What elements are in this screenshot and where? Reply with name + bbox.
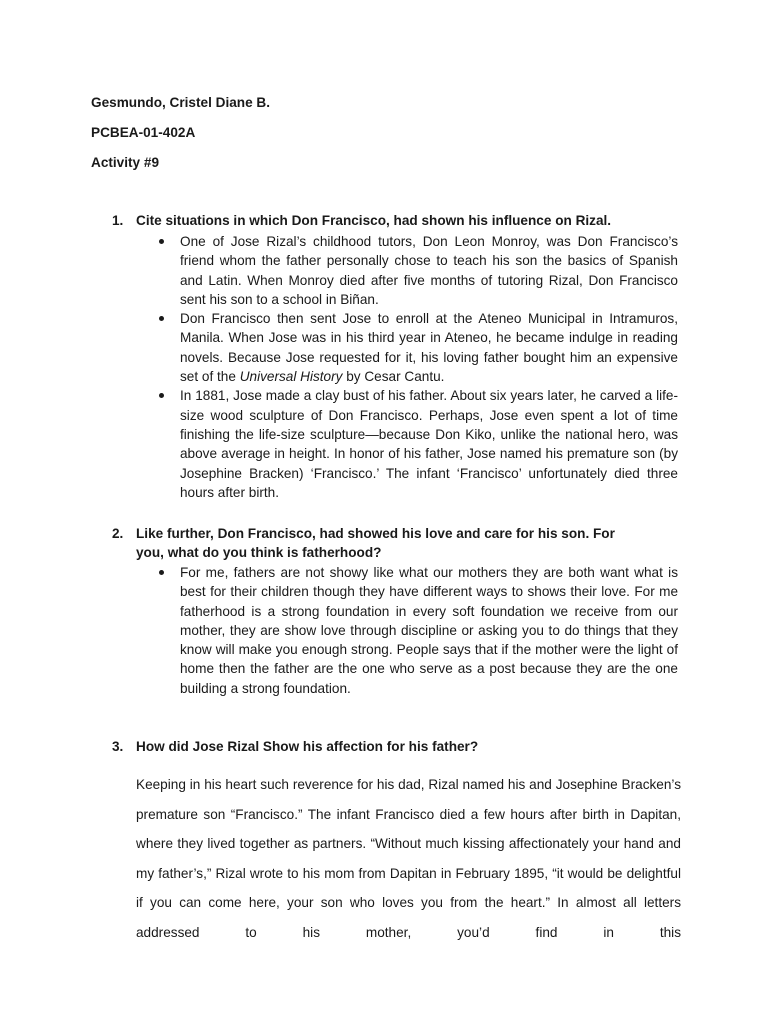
- question-3-title: [112, 737, 687, 756]
- bullet-text: One of Jose Rizal’s childhood tutors, Don Leon Monroy, was Don Francisco’s friend whom the father personally chose to teach his son the basics of Spanish and Latin. When Monroy died after five months of tutoring Rizal, Don Francisco sent his son to a school in Biñan.: [180, 234, 678, 307]
- list-item: [180, 563, 678, 698]
- bullet-text: In 1881, Jose made a clay bust of his father. About six years later, he carved a life-size wood sculpture of Don Francisco. Perhaps, Jose even spent a lot of time finishing the life-size sculpture—because Don Kiko, unlike the national hero, was above average in height. In honor of his father, Jose named his premature son (by Josephine Bracken) ‘Francisco.’ The infant ‘Francisco’ unfortunately died three hours after birth.: [180, 388, 678, 500]
- question-number: 2.: [112, 526, 124, 541]
- bullet-text: Don Francisco then sent Jose to enroll at the Ateneo Municipal in Intramuros, Manila. When Jose was in his third year in Ateneo, he became indulge in reading novels. Because Jose requested for it, his loving father bought him an expensive set of the: [180, 311, 678, 385]
- question-2-answers: [180, 563, 678, 698]
- bullet-text: For me, fathers are not showy like what our mothers they are both want what is best for their children though they have different ways to shows their love. For me fatherhood is a strong foundation in every soft foundation we receive from our mother, they are show love through discipline or asking you to do things that they know will make you enough strong. People says that if the mother were the light of home then the father are the one who serve as a post because they are the one building a strong foundation.: [180, 565, 678, 696]
- question-1-title: [112, 211, 687, 230]
- activity-title: Activity #9: [91, 155, 160, 170]
- question-number: 1.: [112, 213, 124, 228]
- section-code: PCBEA-01-402A: [91, 125, 196, 140]
- bullet-icon: [159, 570, 164, 575]
- question-text-line1: Like further, Don Francisco, had showed his love and care for his son. For: [136, 526, 615, 541]
- bullet-icon: [159, 393, 164, 398]
- italic-book-title: Universal History: [239, 369, 343, 385]
- question-2-title: [112, 524, 687, 562]
- answer-paragraph: [136, 770, 681, 948]
- question-text-line2: you, what do you think is fatherhood?: [136, 545, 382, 560]
- bullet-icon: [159, 239, 164, 244]
- question-number: 3.: [112, 739, 124, 754]
- paragraph-text: Keeping in his heart such reverence for his dad, Rizal named his and Josephine Bracken’s premature son “Francisco.” The infant Francisco died a few hours after birth in Dapitan, where they lived together as partners. “Without much kissing affectionately your hand and my father’s,” Rizal wrote to his mom from Dapitan in February 1895, “it would be delightful if you can come here, your son who loves you from the heart.” In almost all letters addressed to his mother, you’d find in this: [136, 777, 681, 940]
- list-item: [180, 232, 678, 309]
- question-text: Cite situations in which Don Francisco, had shown his influence on Rizal.: [136, 213, 612, 228]
- bullet-text-tail: by Cesar Cantu.: [342, 369, 445, 385]
- student-name: Gesmundo, Cristel Diane B.: [91, 95, 271, 110]
- question-text: How did Jose Rizal Show his affection for his father?: [136, 739, 479, 754]
- question-1-answers: [180, 232, 678, 502]
- list-item: [180, 386, 678, 502]
- bullet-icon: [159, 316, 164, 321]
- list-item: [180, 309, 678, 386]
